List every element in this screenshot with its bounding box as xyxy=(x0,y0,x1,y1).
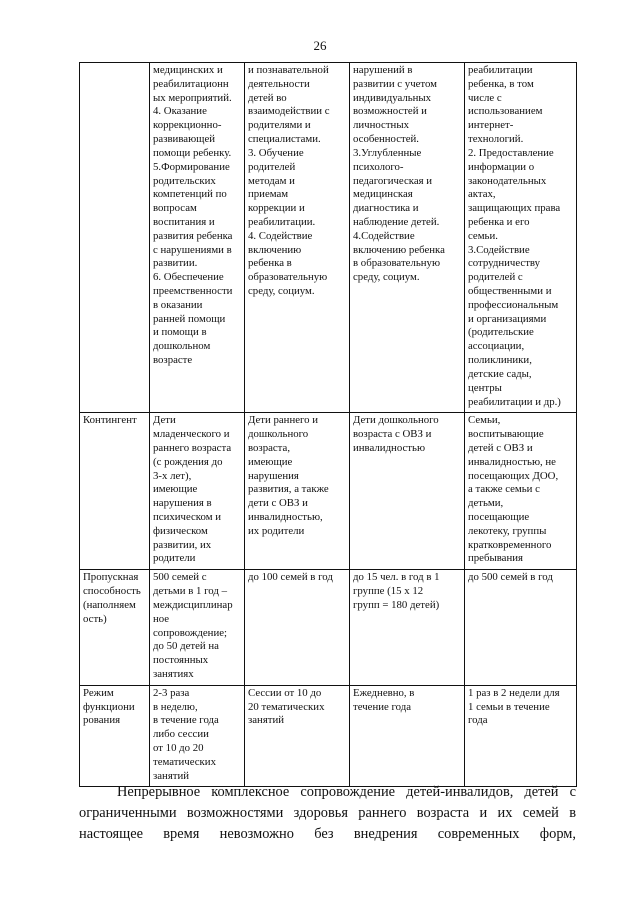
table-cell: 500 семей с детьми в 1 год – междисциплинар ное сопровождение; до 50 детей на постоянных занятиях xyxy=(150,570,245,686)
table-cell: до 100 семей в год xyxy=(245,570,350,686)
row-label: Пропускная способность (наполняем ость) xyxy=(80,570,150,686)
table-cell: Дети дошкольного возраста с ОВЗ и инвалидностью xyxy=(350,413,465,570)
services-table xyxy=(79,62,577,787)
row-label: Контингент xyxy=(80,413,150,570)
table-cell: 2-3 раза в неделю, в течение года либо сессии от 10 до 20 тематических занятий xyxy=(150,685,245,787)
table-cell: реабилитации ребенка, в том числе с использованием интернет- технологий. 2. Предоставление информации о законодательных актах, защищающих права ребенка и его семьи. 3.Содействие сотрудничеству родителей с общественными и профессиональным и организациями (родительские ассоциации, поликлиники, детские сады, центры реабилитации и др.) xyxy=(465,63,577,413)
table-row xyxy=(80,685,577,787)
table-cell: нарушений в развитии с учетом индивидуальных возможностей и личностных особенностей. 3.Углубленные психолого- педагогическая и медицинская диагностика и наблюдение детей. 4.Содействие включению ребенка в образовательную среду, социум. xyxy=(350,63,465,413)
table-row xyxy=(80,570,577,686)
table-row xyxy=(80,63,577,413)
table-cell: медицинских и реабилитационн ых мероприятий. 4. Оказание коррекционно- развивающей помощи ребенку. 5.Формирование родительских компетенций по вопросам воспитания и развития ребенка с нарушениями в развитии. 6. Обеспечение преемственности в оказании ранней помощи и помощи в дошкольном возрасте xyxy=(150,63,245,413)
row-label: Режим функциони рования xyxy=(80,685,150,787)
page-number: 26 xyxy=(313,38,327,53)
table-cell: Ежедневно, в течение года xyxy=(350,685,465,787)
row-label xyxy=(80,63,150,413)
table-cell: и познавательной деятельности детей во взаимодействии с родителями и специалистами. 3. Обучение родителей методам и приемам коррекции и реабилитации. 4. Содействие включению ребенка в образовательную среду, социум. xyxy=(245,63,350,413)
table-cell: Дети раннего и дошкольного возраста, имеющие нарушения развития, а также дети с ОВЗ и инвалидностью, их родители xyxy=(245,413,350,570)
table-cell: до 500 семей в год xyxy=(465,570,577,686)
table-cell: Семьи, воспитывающие детей с ОВЗ и инвалидностью, не посещающих ДОО, а также семьи с детьми, посещающие лекотеку, группы кратковременного пребывания xyxy=(465,413,577,570)
table-row xyxy=(80,413,577,570)
table-cell: до 15 чел. в год в 1 группе (15 х 12 групп = 180 детей) xyxy=(350,570,465,686)
table-cell: Дети младенческого и раннего возраста (с рождения до 3-х лет), имеющие нарушения в психическом и физическом развитии, их родители xyxy=(150,413,245,570)
table-cell: Сессии от 10 до 20 тематических занятий xyxy=(245,685,350,787)
table-cell: 1 раз в 2 недели для 1 семьи в течение года xyxy=(465,685,577,787)
body-paragraph: Непрерывное комплексное сопровождение детей-инвалидов, детей с ограниченными возможностями здоровья раннего возраста и их семей в настоящее время невозможно без внедрения современных форм, xyxy=(79,784,576,843)
